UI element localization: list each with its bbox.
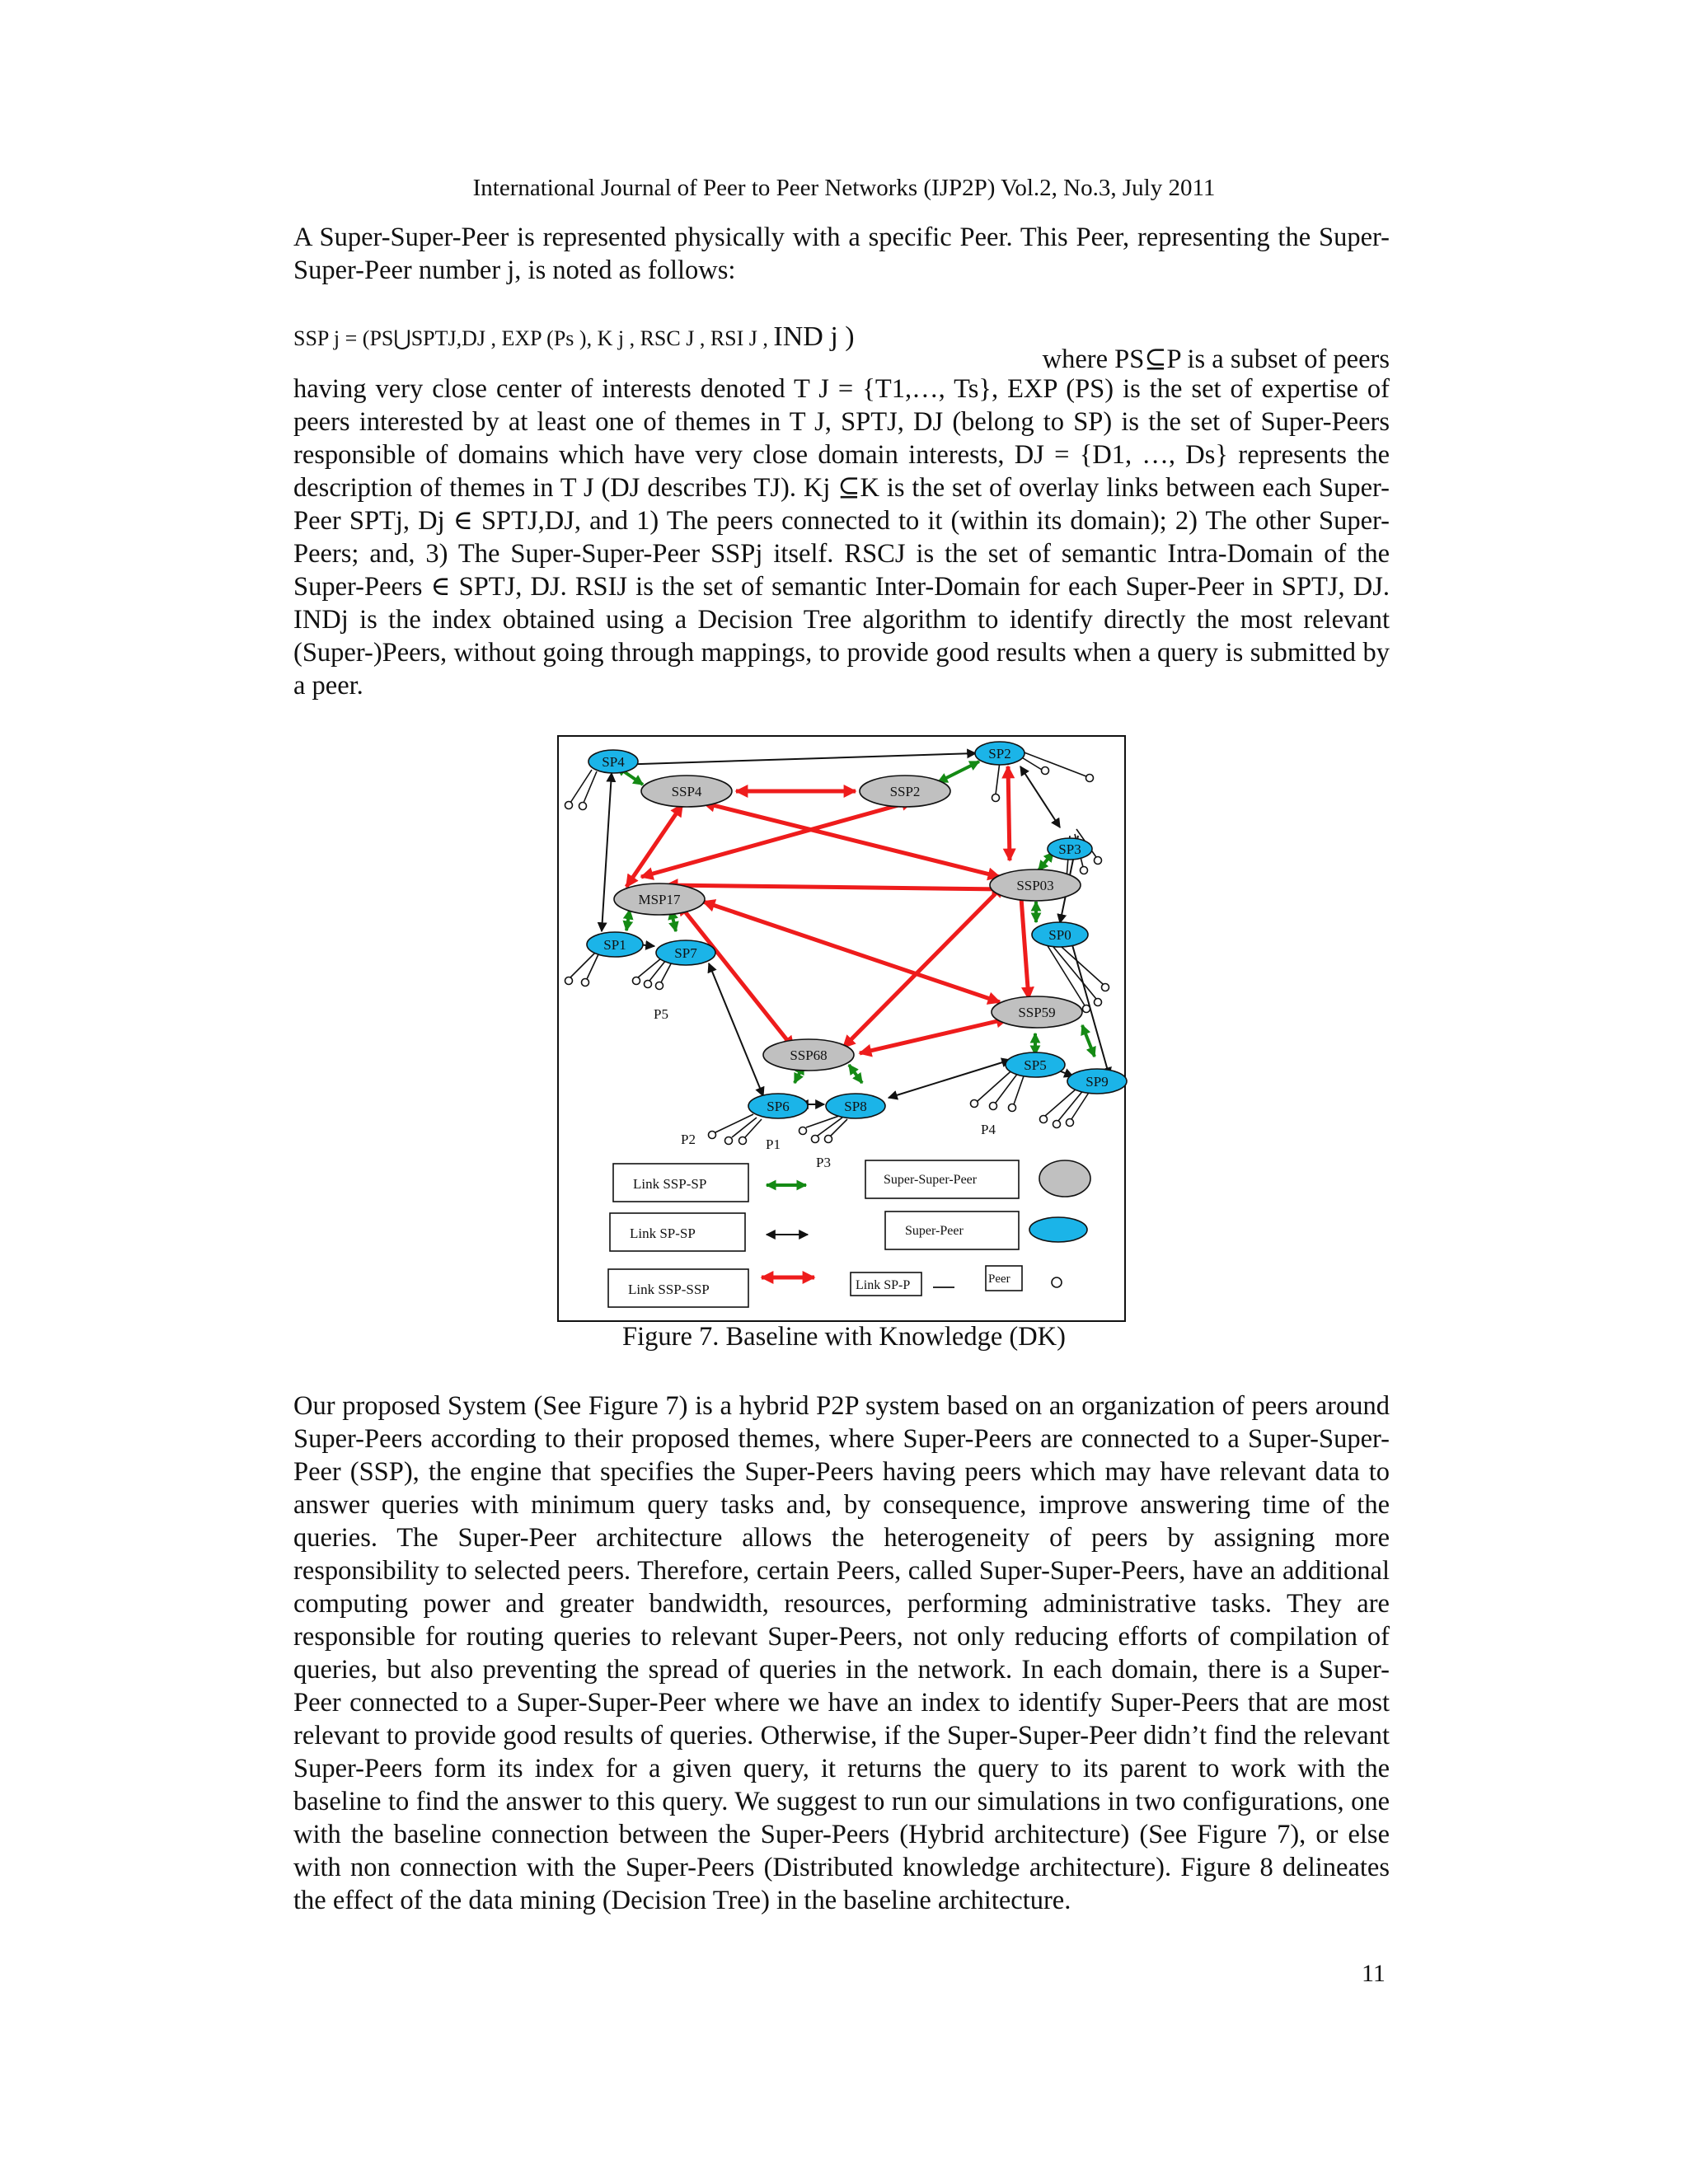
label-sp9: SP9 xyxy=(1085,1074,1109,1090)
label-p2: P2 xyxy=(681,1132,696,1147)
formula-ind: IND j ) xyxy=(773,321,855,352)
label-sp3: SP3 xyxy=(1058,841,1081,857)
link-sp4-sp1 xyxy=(602,773,612,931)
legend xyxy=(608,1160,1090,1307)
link-ssp2-msp17 xyxy=(641,801,913,877)
label-sp8: SP8 xyxy=(844,1099,867,1114)
label-sp5: SP5 xyxy=(1024,1057,1047,1073)
label-p3: P3 xyxy=(816,1155,831,1170)
label-sp7: SP7 xyxy=(674,945,697,961)
legend-label-peer: Peer xyxy=(988,1272,1010,1286)
paragraph-system: Our proposed System (See Figure 7) is a hybrid P2P system based on an organization of peers around Super-Peers according to their proposed themes, where Super-Peers are connected to a Super-Super-Peer (SSP), the engine that specifies the Super-Peers having peers which may have relevant data to answer queries with minimum query tasks and, by consequence, improve answering time of the queries. The Super-Peer architecture allows the heterogeneity of peers by assigning more responsibility to selected peers. Therefore, certain Peers, called Super-Super-Peers, have an additional computing power and greater bandwidth, resources, performing administrative tasks. They are responsible for routing queries to relevant Super-Peers, not only reducing efforts of compilation of queries, but also preventing the spread of queries in the network. In each domain, there is a Super-Peer connected to a Super-Super-Peer where we have an index to identify Super-Peers that are most relevant to provide good results of queries. Otherwise, if the Super-Super-Peer didn’t find the relevant Super-Peers form its index for a given query, it returns the query to its parent to work with the baseline to find the answer to this query. We suggest to run our simulations in two configurations, one with the baseline connection between the Super-Peers (Hybrid architecture) (See Figure 7), or else with non connection with the Super-Peers (Distributed knowledge architecture). Figure 8 delineates the effect of the data mining (Decision Tree) in the baseline architecture. xyxy=(293,1391,1390,1915)
link-sp7-sp6 xyxy=(709,963,763,1096)
link-ssp68-sp8 xyxy=(849,1065,862,1083)
label-p4: P4 xyxy=(981,1122,996,1137)
legend-swatch-peer xyxy=(1052,1277,1062,1287)
figure-7-diagram xyxy=(557,735,1126,1322)
legend-label-link-sp-sp: Link SP-SP xyxy=(630,1226,696,1241)
link-sp2-sp3 xyxy=(1020,766,1060,827)
link-sp2-ssp2 xyxy=(938,762,979,782)
link-ssp59-ssp68 xyxy=(860,1019,1008,1053)
page-number: 11 xyxy=(1362,1960,1386,1987)
formula-row xyxy=(293,320,1390,373)
label-ssp4: SSP4 xyxy=(671,784,702,799)
label-sp2: SP2 xyxy=(988,746,1011,762)
legend-label-link-ssp-ssp: Link SSP-SSP xyxy=(628,1282,710,1297)
label-sp4: SP4 xyxy=(602,754,625,770)
legend-label-super-peer: Super-Peer xyxy=(905,1224,964,1238)
figure-caption: Figure 7. Baseline with Knowledge (DK) xyxy=(622,1322,1066,1352)
network-diagram-svg xyxy=(559,737,1128,1324)
journal-header: International Journal of Peer to Peer Networks (IJP2P) Vol.2, No.3, July 2011 xyxy=(472,175,1216,201)
formula-tail: where PS⊆P is a subset of peers xyxy=(1042,344,1390,374)
peer-group-labels xyxy=(654,1006,996,1170)
legend-label-super-super-peer: Super-Super-Peer xyxy=(884,1173,978,1187)
legend-swatch-sp xyxy=(1029,1217,1087,1242)
legend-swatch-ssp xyxy=(1039,1160,1090,1197)
link-sp8-sp5 xyxy=(889,1060,1010,1098)
ssp-formula xyxy=(293,321,855,353)
label-sp1: SP1 xyxy=(603,937,626,953)
link-ssp59-sp9 xyxy=(1082,1025,1095,1057)
legend-label-link-sp-p: Link SP-P xyxy=(856,1278,911,1292)
legend-label-link-ssp-sp: Link SSP-SP xyxy=(633,1176,707,1192)
link-sp4-sp2 xyxy=(615,753,976,765)
label-ssp59: SSP59 xyxy=(1018,1005,1056,1020)
link-sp2-ssp03 xyxy=(1008,766,1010,860)
link-ssp03-ssp59 xyxy=(1020,887,1029,999)
link-ssp03-msp17 xyxy=(666,885,1004,889)
label-p1: P1 xyxy=(766,1137,781,1152)
label-p5: P5 xyxy=(654,1006,668,1022)
formula-body: SSP j = (PS⋃SPTJ,DJ , EXP (Ps ), K j , RSC J , RSI J , xyxy=(293,326,768,350)
link-ssp4-ssp03 xyxy=(703,803,1000,877)
label-sp0: SP0 xyxy=(1048,927,1071,943)
label-ssp68: SSP68 xyxy=(790,1047,828,1063)
label-ssp2: SSP2 xyxy=(889,784,921,799)
paragraph-intro: A Super-Super-Peer is represented physically with a specific Peer. This Peer, representing the Super-Super-Peer number j, is noted as follows: xyxy=(293,223,1390,285)
paragraph-definitions: having very close center of interests denoted T J = {T1,…, Ts}, EXP (PS) is the set of expertise of peers interested by at least one of themes in T J, SPTJ, DJ (belong to SP) is the set of Super-Peers responsible of domains which have very close domain interests, DJ = {D1, …, Ds} represents the description of themes in T J (DJ describes TJ). Kj ⊆K is the set of overlay links between each Super-Peer SPTj, Dj ∈ SPTJ,DJ, and 1) The peers connected to it (within its domain); 2) The other Super-Peers; and, 3) The Super-Super-Peer SSPj itself. RSCJ is the set of semantic Intra-Domain of the Super-Peers ∈ SPTJ, DJ. RSIJ is the set of semantic Inter-Domain for each Super-Peer in SPTJ, DJ. INDj is the index obtained using a Decision Tree algorithm to identify directly the most relevant (Super-)Peers, without going through mappings, to provide good results when a query is submitted by a peer. xyxy=(293,374,1390,701)
label-msp17: MSP17 xyxy=(638,892,681,907)
label-ssp03: SSP03 xyxy=(1016,878,1054,893)
link-msp17-sp1 xyxy=(626,910,630,930)
label-sp6: SP6 xyxy=(767,1099,790,1114)
